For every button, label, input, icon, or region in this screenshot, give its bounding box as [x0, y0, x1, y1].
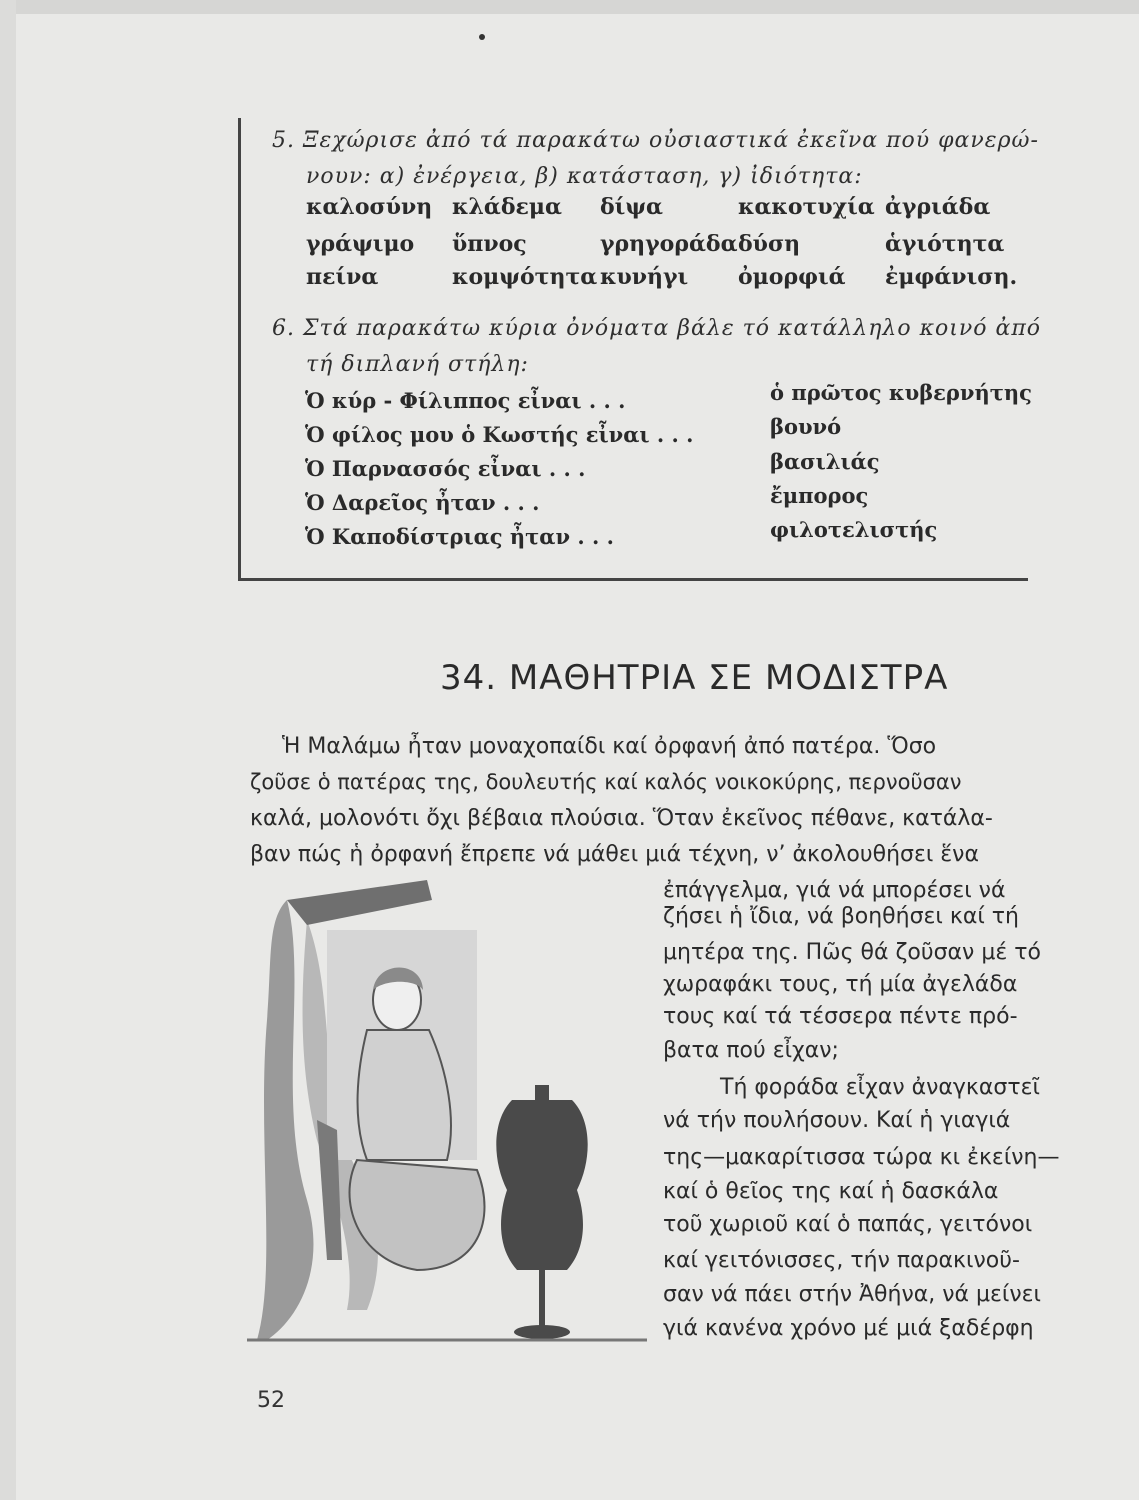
answer-item: φιλοτελιστής: [770, 517, 938, 542]
curtain-rod: [287, 880, 432, 925]
word-cell: καλοσύνη: [306, 194, 433, 220]
word-cell: δίψα: [600, 194, 663, 220]
body-line: Ἡ Μαλάμω ἦταν μοναχοπαίδι καί ὀρφανή ἀπό πατέρα. Ὅσο: [282, 734, 937, 759]
scan-top-edge: [0, 0, 1139, 14]
dress-form-neck: [535, 1085, 549, 1105]
word-cell: ἀγριάδα: [885, 194, 991, 220]
word-cell: κομψότητα: [452, 264, 598, 290]
body-line: Τή φοράδα εἶχαν ἀναγκαστεῖ: [720, 1075, 1040, 1100]
word-cell: κλάδεμα: [452, 194, 562, 220]
body-line: τους καί τά τέσσερα πέντε πρό-: [663, 1004, 1018, 1029]
body-line: καί ὁ θεῖος της καί ἡ δασκάλα: [663, 1179, 999, 1204]
body-line: καί γειτόνισσες, τήν παρακινοῦ-: [663, 1248, 1020, 1273]
ink-dot: [479, 34, 485, 40]
word-cell: κακοτυχία: [738, 194, 875, 220]
dress-form: [496, 1100, 587, 1270]
sentence-item: Ὁ κύρ - Φίλιππος εἶναι . . .: [305, 388, 626, 413]
sentence-item: Ὁ Καποδίστριας ἦταν . . .: [305, 524, 614, 549]
chapter-title: 34. ΜΑΘΗΤΡΙΑ ΣΕ ΜΟΔΙΣΤΡΑ: [440, 658, 949, 698]
word-cell: δύση: [738, 231, 801, 257]
answer-item: βασιλιάς: [770, 449, 880, 474]
body-line: σαν νά πάει στήν Ἀθήνα, νά μείνει: [663, 1282, 1041, 1307]
dress-form-stand: [539, 1270, 545, 1330]
word-cell: ὕπνος: [452, 231, 527, 257]
word-cell: ἐμφάνιση.: [885, 264, 1018, 290]
exercise-5-instruction-line2: νουν: α) ἐνέργεια, β) κατάσταση, γ) ἰδιότητα:: [306, 164, 863, 189]
body-line: της—μακαρίτισσα τώρα κι ἐκείνη—: [663, 1145, 1060, 1170]
dress-form-base: [514, 1325, 570, 1339]
seamstress-illustration: [247, 840, 647, 1350]
body-line: βαν πώς ἡ ὀρφανή ἔπρεπε νά μάθει μιά τέχνη, ν’ ἀκολουθήσει ἕνα: [250, 842, 979, 867]
body-line: ἐπάγγελμα, γιά νά μπορέσει νά: [663, 878, 1006, 903]
exercise-5-instruction-line1: 5. Ξεχώρισε ἀπό τά παρακάτω οὐσιαστικά ἐκεῖνα πού φανερώ-: [272, 128, 1039, 153]
page-number: 52: [257, 1388, 285, 1413]
body-line: ζοῦσε ὁ πατέρας της, δουλευτής καί καλός νοικοκύρης, περνοῦσαν: [250, 770, 962, 794]
body-line: νά τήν πουλήσουν. Καί ἡ γιαγιά: [663, 1108, 1011, 1133]
answer-item: βουνό: [770, 414, 842, 439]
word-cell: ὀμορφιά: [738, 264, 846, 290]
body-line: ζήσει ἡ ἴδια, νά βοηθήσει καί τή: [663, 904, 1019, 929]
body-line: βατα πού εἶχαν;: [663, 1038, 839, 1063]
girl-torso: [358, 1030, 451, 1160]
body-line: καλά, μολονότι ὄχι βέβαια πλούσια. Ὅταν ἐκεῖνος πέθανε, κατάλα-: [250, 806, 993, 831]
answer-item: ἔμπορος: [770, 483, 869, 508]
word-cell: πείνα: [306, 264, 379, 290]
answer-item: ὁ πρῶτος κυβερνήτης: [770, 380, 1032, 405]
sentence-item: Ὁ φίλος μου ὁ Κωστής εἶναι . . .: [305, 422, 694, 447]
exercise-6-instruction-line1: 6. Στά παρακάτω κύρια ὀνόματα βάλε τό κατάλληλο κοινό ἀπό: [272, 316, 1042, 341]
sentence-item: Ὁ Δαρεῖος ἦταν . . .: [305, 490, 540, 515]
body-line: χωραφάκι τους, τή μία ἀγελάδα: [663, 972, 1018, 997]
word-cell: γράψιμο: [306, 231, 415, 257]
word-cell: γρηγοράδα: [600, 231, 738, 257]
body-line: γιά κανένα χρόνο μέ μιά ξαδέρφη: [663, 1316, 1034, 1341]
body-line: μητέρα της. Πῶς θά ζοῦσαν μέ τό: [663, 940, 1041, 965]
body-line: τοῦ χωριοῦ καί ὁ παπάς, γειτόνοι: [663, 1212, 1033, 1237]
scan-left-edge: [0, 0, 16, 1500]
word-cell: κυνήγι: [600, 264, 689, 290]
exercise-6-instruction-line2: τή διπλανή στήλη:: [306, 352, 529, 377]
word-cell: ἁγιότητα: [885, 231, 1005, 257]
sentence-item: Ὁ Παρνασσός εἶναι . . .: [305, 456, 586, 481]
